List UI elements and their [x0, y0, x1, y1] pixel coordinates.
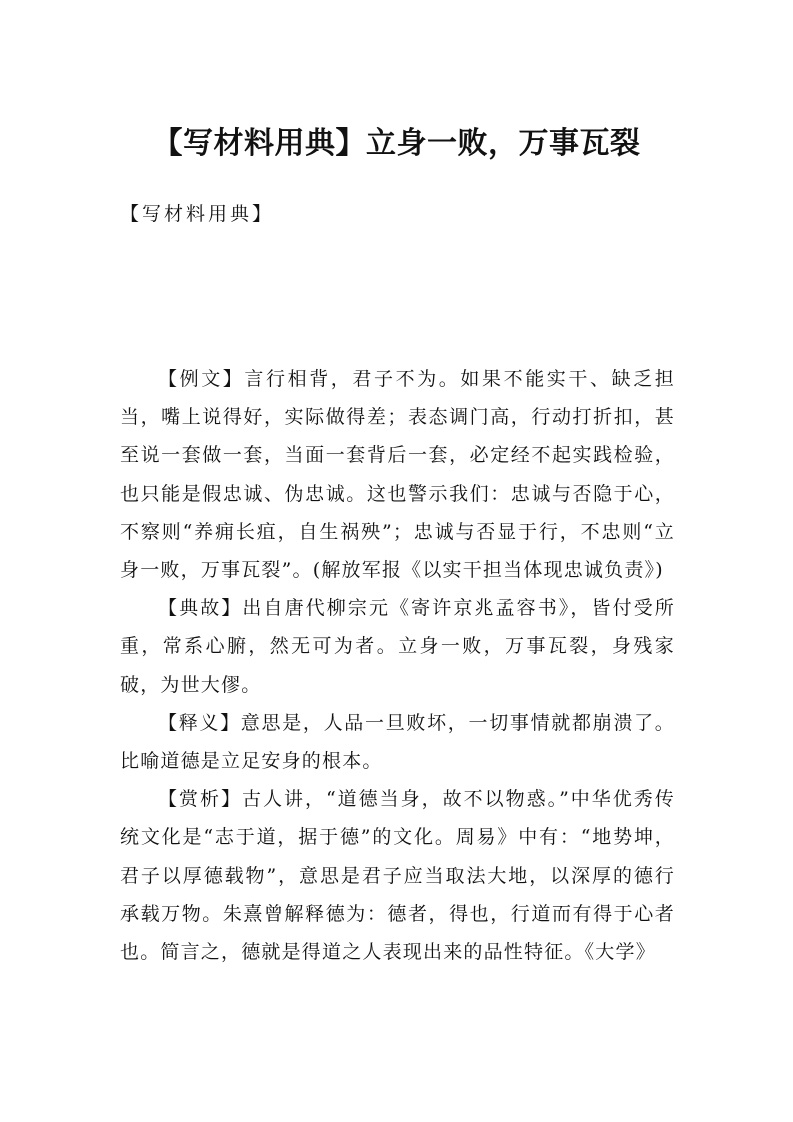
- paragraph-meaning: 【释义】意思是，人品一旦败坏，一切事情就都崩溃了。比喻道德是立足安身的根本。: [120, 711, 675, 773]
- document-body: [120, 360, 675, 971]
- paragraph-allusion: 【典故】出自唐代柳宗元《寄许京兆孟容书》，皆付受所重，常系心腑，然无可为者。立身一败，万事瓦裂，身残家破，为世大僇。: [120, 597, 675, 696]
- paragraph-appreciation: 【赏析】古人讲，“道德当身，故不以物惑。”中华优秀传统文化是“志于道，据于德”的文化。周易》中有：“地势坤，君子以厚德载物”，意思是君子应当取法大地，以深厚的德行承载万物。朱熹曾解释德为：德者，得也，行道而有得于心者也。简言之，德就是得道之人表现出来的品性特征。《大学》: [120, 788, 675, 964]
- paragraph-example: 【例文】言行相背，君子不为。如果不能实干、缺乏担当，嘴上说得好，实际做得差；表态调门高，行动打折扣，甚至说一套做一套，当面一套背后一套，必定经不起实践检验，也只能是假忠诚、伪忠诚。这也警示我们：忠诚与否隐于心，不察则“养痈长疽，自生祸殃”；忠诚与否显于行，不忠则“立身一败，万事瓦裂”。(解放军报《以实干担当体现忠诚负责》): [120, 368, 675, 582]
- document-subtitle: 【写材料用典】: [120, 203, 275, 225]
- document-title: 【写材料用典】立身一败，万事瓦裂: [152, 126, 641, 161]
